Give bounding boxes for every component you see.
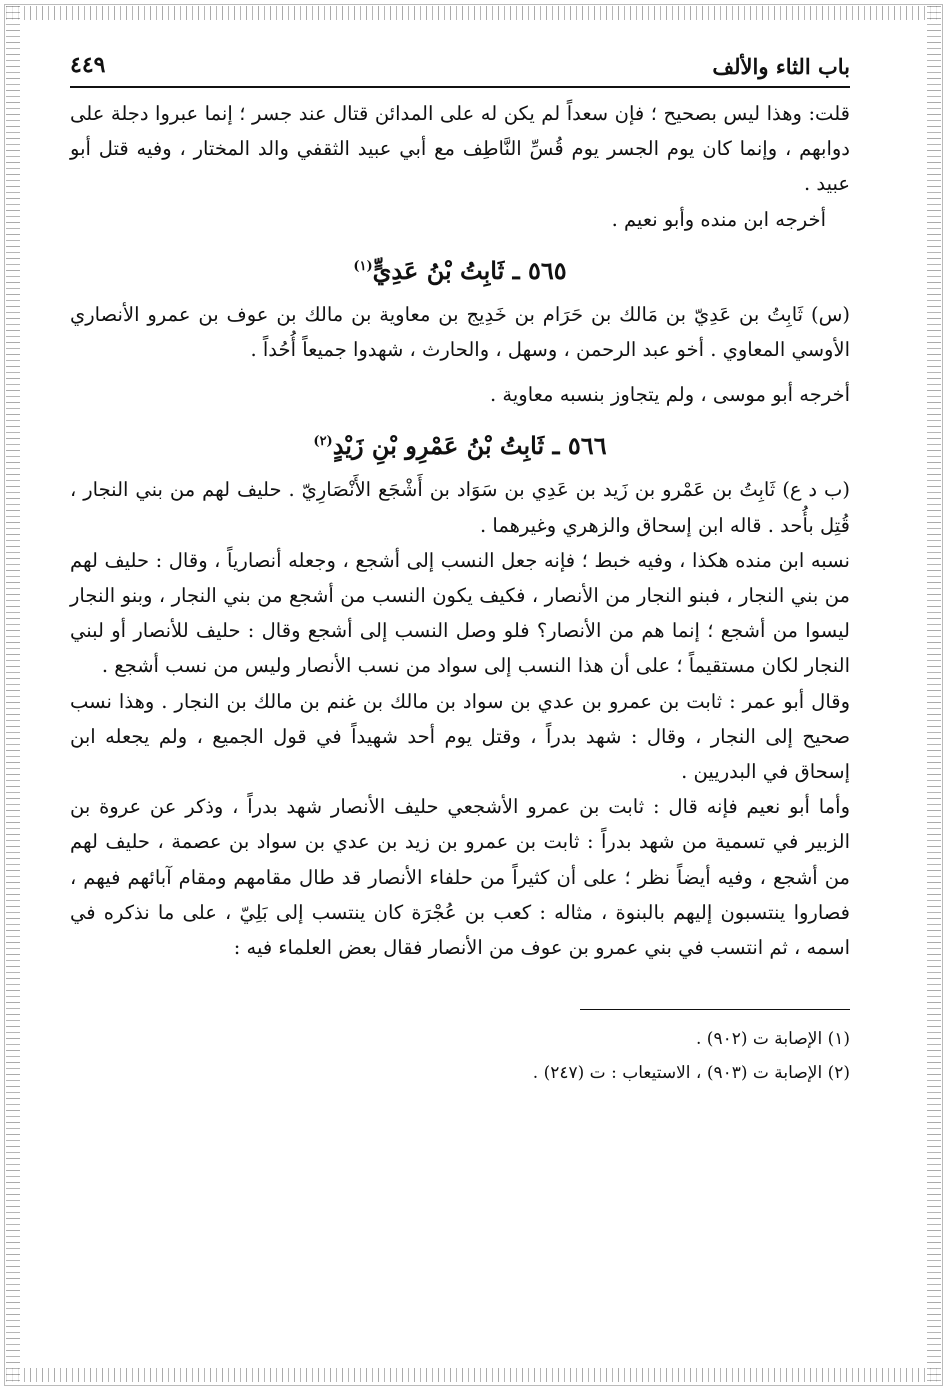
decorative-border-right <box>927 6 941 1382</box>
page-header <box>70 40 850 88</box>
entry-title-text: ٥٦٦ ـ ثَابِتُ بْنُ عَمْرِو بْنِ زَيْدٍ <box>332 431 607 461</box>
footnote-divider <box>580 1009 850 1010</box>
footnote: (٢) الإصابة ت (٩٠٣) ، الاستيعاب : ت (٢٤٧) . <box>532 1063 850 1084</box>
page-content <box>70 40 850 1360</box>
paragraph: (س) ثَابِتُ بن عَدِيّ بن مَالك بن حَرَام بن خَدِيج بن معاوية بن مالك بن عوف بن عمرو الأنصاري الأوسي المعاوي . أخو عبد الرحمن ، وسهل ، والحارث ، شهدوا جميعاً أُحُداً . <box>70 302 850 362</box>
paragraph: أخرجه أبو موسى ، ولم يتجاوز بنسبه معاوية . <box>490 383 850 407</box>
paragraph: وقال أبو عمر : ثابت بن عمرو بن عدي بن سواد بن مالك بن غنم بن مالك بن النجار . وهذا نسب صحيح إلى النجار ، وقال : شهد بدراً ، وقتل يوم أحد شهيداً في قول الجميع ، ولم يجعله ابن إسحاق في البدريين . <box>70 689 850 784</box>
footnote: (١) الإصابة ت (٩٠٢) . <box>696 1029 850 1050</box>
footnote-ref: (١) <box>353 258 373 274</box>
paragraph: قلت: وهذا ليس بصحيح ؛ فإن سعداً لم يكن له على المدائن قتال عند جسر ؛ إنما عبروا دجلة على دوابهم ، وإنما كان يوم الجسر يوم قُسِّ النَّاطِف مع أبي عبيد الثقفي والد المختار ، وفيه قتل أبو عبيد . <box>70 102 850 196</box>
page-number: ٤٤٩ <box>70 52 106 78</box>
paragraph: وأما أبو نعيم فإنه قال : ثابت بن عمرو الأشجعي حليف الأنصار شهد بدراً ، وذكر عن عروة بن الزبير في تسمية من شهد بدراً : ثابت بن عمرو بن زيد بن عدي بن سواد بن عصمة ، حليف لهم من أشجع ، وفيه أيضاً نظر ؛ على أن كثيراً من حلفاء الأنصار قد طال مقامهم ومقام آبائهم فيهم ، فصاروا ينتسبون إليهم بالبنوة ، مثاله : كعب بن عُجْرَة كان ينتسب إلى بَلِيّ ، على ما نذكره في اسمه ، ثم انتسب في بني عمرو بن عوف من الأنصار فقال بعض العلماء فيه : <box>70 795 850 960</box>
decorative-border-bottom <box>6 1368 941 1382</box>
entry-title <box>70 241 850 297</box>
decorative-border-top <box>6 6 941 20</box>
chapter-title: باب الثاء والألف <box>712 54 850 79</box>
entry-title <box>70 416 850 472</box>
entry-title-text: ٥٦٥ ـ ثَابِتُ بْنُ عَدِيٍّ <box>372 255 567 285</box>
paragraph: (ب د ع) ثَابِتُ بن عَمْرو بن زَيد بن عَدِي بن سَوَاد بن أَشْجَع الأَنْصَارِيّ . حليف لهم من بني النجار ، قُتِل بأُحد . قاله ابن إسحاق والزهري وغيرهما . <box>70 478 850 537</box>
decorative-border-left <box>6 6 20 1382</box>
paragraph: نسبه ابن منده هكذا ، وفيه خبط ؛ فإنه جعل النسب إلى أشجع ، وجعله أنصارياً ، وقال : حليف لهم من بني النجار ، فبنو النجار من الأنصار ، فكيف يكون النسب من أشجع من بني النجار ، وبنو النجار ليسوا من أشجع ؛ إنما هم من الأنصار؟ فلو وصل النسب إلى أشجع وقال : حليف للأنصار أو لبني النجار لكان مستقيماً ؛ على أن هذا النسب إلى سواد من نسب الأنصار وليس من نسب أشجع . <box>70 548 850 678</box>
footnote-ref: (٢) <box>313 434 333 450</box>
paragraph: أخرجه ابن منده وأبو نعيم . <box>611 207 826 231</box>
